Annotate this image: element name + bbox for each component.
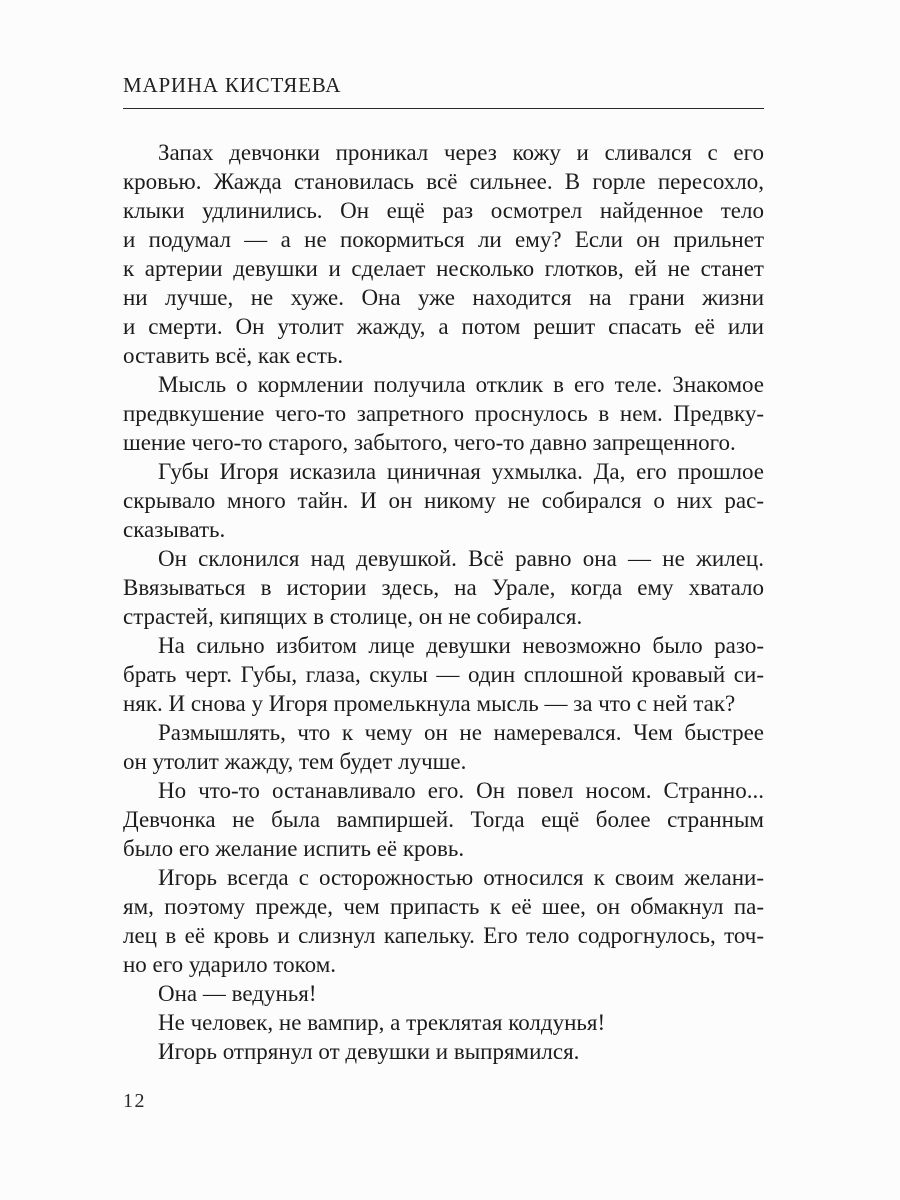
text-line: сказывать. — [123, 517, 226, 542]
paragraph — [123, 370, 764, 457]
text-line: Мысль о кормлении получила отклик в его теле. Знакомое — [158, 372, 764, 397]
paragraph — [123, 1008, 764, 1037]
text-line: Губы Игоря исказила циничная ухмылка. Да, его прошлое — [158, 459, 764, 484]
text-line: скрывало много тайн. И он никому не собирался о них рас- — [123, 488, 764, 513]
text-line: Ввязываться в истории здесь, на Урале, когда ему хватало — [123, 575, 764, 600]
text-line: Она — ведунья! — [158, 981, 317, 1006]
text-line: Игорь всегда с осторожностью относился к своим желани- — [158, 865, 764, 890]
text-line: он утолит жажду, тем будет лучше. — [123, 749, 467, 774]
paragraph — [123, 138, 764, 370]
text-line: няк. И снова у Игоря промелькнула мысль — за что с ней так? — [123, 691, 736, 716]
text-line: клыки удлинились. Он ещё раз осмотрел найденное тело — [123, 198, 764, 223]
text-line: Игорь отпрянул от девушки и выпрямился. — [158, 1039, 580, 1064]
text-line: страстей, кипящих в столице, он не собирался. — [123, 604, 583, 629]
text-line: брать черт. Губы, глаза, скулы — один сплошной кровавый си- — [123, 662, 764, 687]
text-line: ям, поэтому прежде, чем припасть к её шее, он обмакнул па- — [123, 894, 764, 919]
text-line: предвкушение чего-то запретного проснулось в нем. Предвку- — [123, 401, 764, 426]
text-line: кровью. Жажда становилась всё сильнее. В горле пересохло, — [123, 169, 764, 194]
text-line: и подумал — а не покормиться ли ему? Если он прильнет — [123, 227, 764, 252]
text-line: но его ударило током. — [123, 952, 336, 977]
paragraph — [123, 457, 764, 544]
text-line: к артерии девушки и сделает несколько глотков, ей не станет — [123, 256, 764, 281]
text-line: Девчонка не была вампиршей. Тогда ещё более странным — [123, 807, 764, 832]
text-line: ни лучше, не хуже. Она уже находится на грани жизни — [123, 285, 764, 310]
running-header — [123, 72, 764, 109]
text-line: Он склонился над девушкой. Всё равно она — не жилец. — [158, 546, 764, 571]
paragraph — [123, 979, 764, 1008]
text-line: Размышлять, что к чему он не намеревался. Чем быстрее — [158, 720, 764, 745]
paragraph — [123, 631, 764, 718]
paragraph — [123, 544, 764, 631]
text-line: лец в её кровь и слизнул капельку. Его тело содрогнулось, точ- — [123, 923, 764, 948]
paragraph — [123, 718, 764, 776]
text-line: оставить всё, как есть. — [123, 343, 344, 368]
paragraph — [123, 863, 764, 979]
text-line: было его желание испить её кровь. — [123, 836, 465, 861]
paragraph — [123, 776, 764, 863]
page-footer — [123, 1090, 146, 1113]
text-line: Запах девчонки проникал через кожу и сливался с его — [158, 140, 764, 165]
page-body — [123, 138, 764, 1066]
text-line: и смерти. Он утолит жажду, а потом решит спасать её или — [123, 314, 764, 339]
text-line: Не человек, не вампир, а треклятая колдунья! — [158, 1010, 606, 1035]
text-line: На сильно избитом лице девушки невозможно было разо- — [158, 633, 764, 658]
paragraph — [123, 1037, 764, 1066]
author-name: МАРИНА КИСТЯЕВА — [123, 73, 342, 97]
text-line: шение чего-то старого, забытого, чего-то давно запрещенного. — [123, 430, 736, 455]
text-line: Но что-то останавливало его. Он повел носом. Странно... — [158, 778, 764, 803]
page-number: 12 — [123, 1090, 146, 1112]
